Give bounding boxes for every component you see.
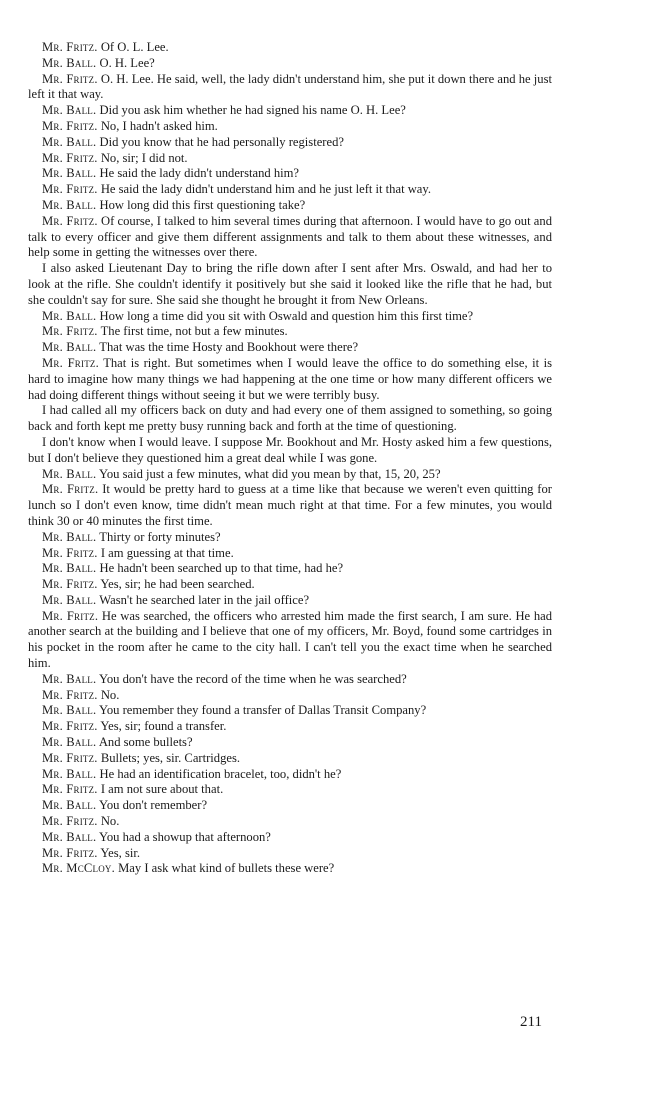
- paragraph-text: That is right. But sometimes when I would leave the office to do something else, it is hard to imagine how many things we had happening at the one time or how many different officers we had doing different things without seeing it but we were terribly busy.: [28, 355, 552, 402]
- testimony-paragraph: [28, 340, 552, 356]
- paragraph-text: May I ask what kind of bullets these were?: [118, 861, 335, 876]
- testimony-paragraph: [28, 356, 552, 403]
- paragraph-text: How long did this first questioning take?: [99, 197, 306, 212]
- testimony-paragraph: [28, 151, 552, 167]
- testimony-paragraph: [28, 166, 552, 182]
- paragraph-text: He said the lady didn't understand him?: [99, 166, 300, 181]
- testimony-paragraph: [28, 735, 552, 751]
- paragraph-text: How long a time did you sit with Oswald and question him this first time?: [99, 308, 474, 323]
- page-number: 211: [520, 1014, 542, 1030]
- paragraph-text: I don't know when I would leave. I suppose Mr. Bookhout and Mr. Hosty asked him a few questions, but I don't believe they questioned him a great deal while I was gone.: [28, 434, 552, 465]
- paragraph-text: He said the lady didn't understand him and he just left it that way.: [100, 182, 432, 197]
- speaker-name: Mr. Fritz.: [42, 782, 98, 797]
- testimony-paragraph: [28, 830, 552, 846]
- speaker-name: Mr. Fritz.: [42, 40, 98, 54]
- speaker-name: Mr. Fritz.: [42, 577, 98, 592]
- testimony-paragraph: [28, 846, 552, 862]
- paragraph-text: Yes, sir; found a transfer.: [100, 719, 227, 734]
- paragraph-text: Thirty or forty minutes?: [99, 529, 221, 544]
- testimony-paragraph: [28, 56, 552, 72]
- paragraph-text: He was searched, the officers who arrested him made the first search, I am sure. He had another search at the building and I believe that one of my officers, Mr. Boyd, found some cartridges in his pocket in the room after he came to the city hall. I can't tell you the exact time when he searched him.: [28, 608, 553, 671]
- paragraph-text: He had an identification bracelet, too, didn't he?: [99, 766, 342, 781]
- speaker-name: Mr. Ball.: [42, 766, 97, 781]
- speaker-name: Mr. Ball.: [42, 134, 97, 149]
- paragraph-text: O. H. Lee?: [99, 55, 155, 70]
- speaker-name: Mr. Fritz.: [42, 719, 98, 734]
- testimony-paragraph: [28, 751, 552, 767]
- speaker-name: Mr. Ball.: [42, 103, 97, 118]
- paragraph-text: Bullets; yes, sir. Cartridges.: [100, 750, 241, 765]
- testimony-paragraph: [28, 814, 552, 830]
- testimony-paragraph: [28, 482, 552, 529]
- testimony-paragraph: [28, 309, 552, 325]
- speaker-name: Mr. Ball.: [42, 55, 97, 70]
- testimony-paragraph: [28, 135, 552, 151]
- speaker-name: Mr. Ball.: [42, 197, 97, 212]
- speaker-name: Mr. Fritz.: [42, 355, 99, 370]
- testimony-paragraph: [28, 530, 552, 546]
- paragraph-text: Of course, I talked to him several times during that afternoon. I would have to go out and talk to every officer and give them different assignments and talk to them about these witnesses, and help some in getting the witnesses over there.: [28, 213, 552, 260]
- paragraph-text: Wasn't he searched later in the jail office?: [99, 592, 310, 607]
- paragraph-text: You don't remember?: [99, 798, 208, 813]
- speaker-name: Mr. Fritz.: [42, 482, 99, 497]
- testimony-paragraph: [28, 119, 552, 135]
- testimony-paragraph: [28, 467, 552, 483]
- paragraph-text: I also asked Lieutenant Day to bring the rifle down after I sent after Mrs. Oswald, and had her to look at the rifle. She couldn't identify it positively but she said it looked like the rifle that he had, but she couldn't say for sure. She said she thought he brought it from New Orleans.: [28, 261, 552, 307]
- testimony-paragraph: [28, 719, 552, 735]
- testimony-paragraph: [28, 72, 552, 104]
- paragraph-text: And some bullets?: [98, 735, 193, 750]
- speaker-name: Mr. Fritz.: [42, 150, 98, 165]
- paragraph-text: Did you know that he had personally registered?: [99, 134, 344, 149]
- testimony-paragraph: [28, 198, 552, 214]
- speaker-name: Mr. Fritz.: [42, 118, 98, 133]
- testimony-paragraph: [28, 593, 552, 609]
- testimony-paragraph: [28, 703, 552, 719]
- speaker-name: Mr. Fritz.: [42, 545, 98, 560]
- paragraph-text: You had a showup that afternoon?: [99, 829, 271, 844]
- testimony-paragraph: [28, 261, 552, 308]
- speaker-name: Mr. Fritz.: [42, 213, 98, 228]
- paragraph-text: The first time, not but a few minutes.: [100, 324, 288, 339]
- speaker-name: Mr. Ball.: [42, 340, 97, 355]
- speaker-name: Mr. Ball.: [42, 529, 97, 544]
- testimony-paragraph: [28, 403, 552, 435]
- paragraph-text: Yes, sir.: [100, 845, 141, 860]
- speaker-name: Mr. Ball.: [42, 829, 97, 844]
- paragraph-text: Yes, sir; he had been searched.: [100, 577, 255, 592]
- paragraph-text: You said just a few minutes, what did you mean by that, 15, 20, 25?: [99, 466, 441, 481]
- speaker-name: Mr. Ball.: [42, 703, 97, 718]
- paragraph-text: Of O. L. Lee.: [100, 40, 169, 54]
- speaker-name: Mr. Ball.: [42, 798, 97, 813]
- testimony-paragraph: [28, 861, 552, 877]
- speaker-name: Mr. Fritz.: [42, 71, 98, 86]
- testimony-paragraph: [28, 182, 552, 198]
- paragraph-text: I am guessing at that time.: [100, 545, 234, 560]
- speaker-name: Mr. Fritz.: [42, 608, 99, 623]
- paragraph-text: No.: [100, 687, 120, 702]
- speaker-name: Mr. Fritz.: [42, 814, 98, 829]
- testimony-paragraph: [28, 798, 552, 814]
- paragraph-text: You don't have the record of the time when he was searched?: [99, 671, 407, 686]
- paragraph-text: That was the time Hosty and Bookhout were there?: [99, 340, 359, 355]
- paragraph-text: No.: [100, 814, 120, 829]
- paragraph-text: You remember they found a transfer of Dallas Transit Company?: [99, 703, 427, 718]
- speaker-name: Mr. Fritz.: [42, 182, 98, 197]
- testimony-paragraph: [28, 782, 552, 798]
- testimony-paragraph: [28, 767, 552, 783]
- paragraph-text: No, I hadn't asked him.: [100, 118, 218, 133]
- speaker-name: Mr. Ball.: [42, 308, 97, 323]
- testimony-paragraph: [28, 672, 552, 688]
- testimony-paragraph: [28, 561, 552, 577]
- testimony-body: [28, 40, 552, 877]
- speaker-name: Mr. Fritz.: [42, 324, 98, 339]
- speaker-name: Mr. Ball.: [42, 671, 97, 686]
- paragraph-text: I had called all my officers back on duty and had every one of them assigned to something, so going back and forth kept me pretty busy running back and forth at the time of questioning.: [28, 403, 552, 434]
- paragraph-text: He hadn't been searched up to that time, had he?: [99, 561, 344, 576]
- speaker-name: Mr. Ball.: [42, 561, 97, 576]
- testimony-paragraph: [28, 40, 552, 56]
- testimony-paragraph: [28, 688, 552, 704]
- testimony-paragraph: [28, 609, 552, 672]
- speaker-name: Mr. Fritz.: [42, 687, 98, 702]
- speaker-name: Mr. McCloy.: [42, 861, 115, 876]
- speaker-name: Mr. Fritz.: [42, 750, 98, 765]
- paragraph-text: I am not sure about that.: [100, 782, 224, 797]
- testimony-paragraph: [28, 103, 552, 119]
- speaker-name: Mr. Ball.: [42, 592, 97, 607]
- paragraph-text: Did you ask him whether he had signed his name O. H. Lee?: [99, 103, 406, 118]
- testimony-paragraph: [28, 435, 552, 467]
- speaker-name: Mr. Ball.: [42, 735, 97, 750]
- testimony-paragraph: [28, 214, 552, 261]
- testimony-paragraph: [28, 577, 552, 593]
- speaker-name: Mr. Ball.: [42, 166, 97, 181]
- paragraph-text: No, sir; I did not.: [100, 150, 188, 165]
- testimony-paragraph: [28, 546, 552, 562]
- speaker-name: Mr. Ball.: [42, 466, 97, 481]
- paragraph-text: It would be pretty hard to guess at a time like that because we weren't even quitting for lunch so I don't even know, time didn't mean much right at that time. For a few minutes, you would think 30 or 40 minutes the first time.: [28, 482, 552, 528]
- paragraph-text: O. H. Lee. He said, well, the lady didn't understand him, she put it down there and he just left it that way.: [28, 71, 552, 102]
- speaker-name: Mr. Fritz.: [42, 845, 98, 860]
- testimony-paragraph: [28, 324, 552, 340]
